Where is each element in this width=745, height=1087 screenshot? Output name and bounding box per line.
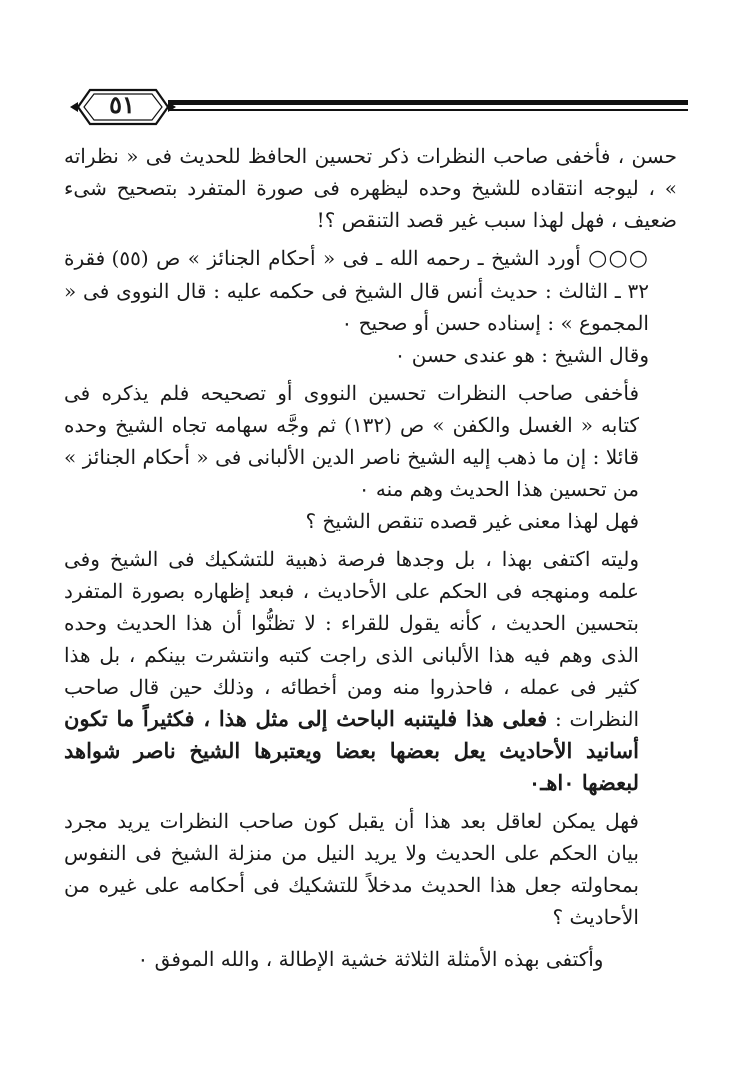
page-number: ٥١ bbox=[109, 90, 135, 119]
paragraph-6 bbox=[64, 543, 677, 799]
paragraph-2 bbox=[64, 242, 677, 339]
ornament-circles: ○○○ bbox=[588, 246, 649, 271]
paragraph-4: فأخفى صاحب النظرات تحسين النووى أو تصحيحه فلم يذكره فى كتابه « الغسل والكفن » ص (١٣٢) ثم وجَّه سهامه تجاه الشيخ وحده قائلا : إن ما ذهب إليه الشيخ ناصر الدين الألبانى فى « أحكام الجنائز » من تحسين هذا الحديث وهم منه ٠ bbox=[64, 381, 639, 501]
paragraph-6-quote: فعلى هذا فليتنبه الباحث إلى مثل هذا ، فكثيراً ما تكون أسانيد الأحاديث يعل بعضها بعضا ويعتبرها الشيخ ناصر شواهد لبعضها ٠اهـ٠ bbox=[64, 706, 639, 795]
paragraph-3: وقال الشيخ : هو عندى حسن ٠ bbox=[394, 343, 649, 367]
paragraph-6-text: وليته اكتفى بهذا ، بل وجدها فرصة ذهبية للتشكيك فى الشيخ وفى علمه ومنهجه فى الحكم على الأحاديث ، فبعد إظهاره بصورة المتفرد بتحسين الحديث ، كأنه يقول للقراء : لا تظنُّوا أن هذا الحديث وحده الذى وهم فيه هذا الألبانى الذى راجت كتبه وانتشرت بينكم ، بل هذا كثير فى عمله ، فاحذروا منه ومن أخطائه ، وذلك حين قال صاحب النظرات : bbox=[64, 547, 640, 731]
paragraph-5: فهل لهذا معنى غير قصده تنقص الشيخ ؟ bbox=[305, 509, 639, 533]
page-header bbox=[68, 82, 688, 132]
header-rule-thin bbox=[168, 109, 688, 111]
paragraph-1: حسن ، فأخفى صاحب النظرات ذكر تحسين الحافظ للحديث فى « نظراته » ، ليوجه انتقاده للشيخ وحده ليظهره فى صورة المتفرد بتصحيح شىء ضعيف ، فهل لهذا سبب غير قصد التنقص ؟! bbox=[64, 144, 678, 232]
paragraph-7: فهل يمكن لعاقل بعد هذا أن يقبل كون صاحب النظرات يريد مجرد بيان الحكم على الحديث ولا يريد النيل من منزلة الشيخ فى النفوس بمحاولته جعل هذا الحديث مدخلاً للتشكيك فى أحكامه على غيره من الأحاديث ؟ bbox=[64, 809, 639, 929]
paragraph-2-text: أورد الشيخ ـ رحمه الله ـ فى « أحكام الجنائز » ص (٥٥) فقرة ٣٢ ـ الثالث : حديث أنس قال الشيخ فى حكمه عليه : قال النووى فى « المجموع » : إسناده حسن أو صحيح ٠ bbox=[64, 246, 649, 335]
header-rule-thick bbox=[168, 100, 688, 105]
body-text bbox=[64, 140, 677, 975]
paragraph-8: وأكتفى بهذه الأمثلة الثلاثة خشية الإطالة ، والله الموفق ٠ bbox=[137, 947, 604, 971]
